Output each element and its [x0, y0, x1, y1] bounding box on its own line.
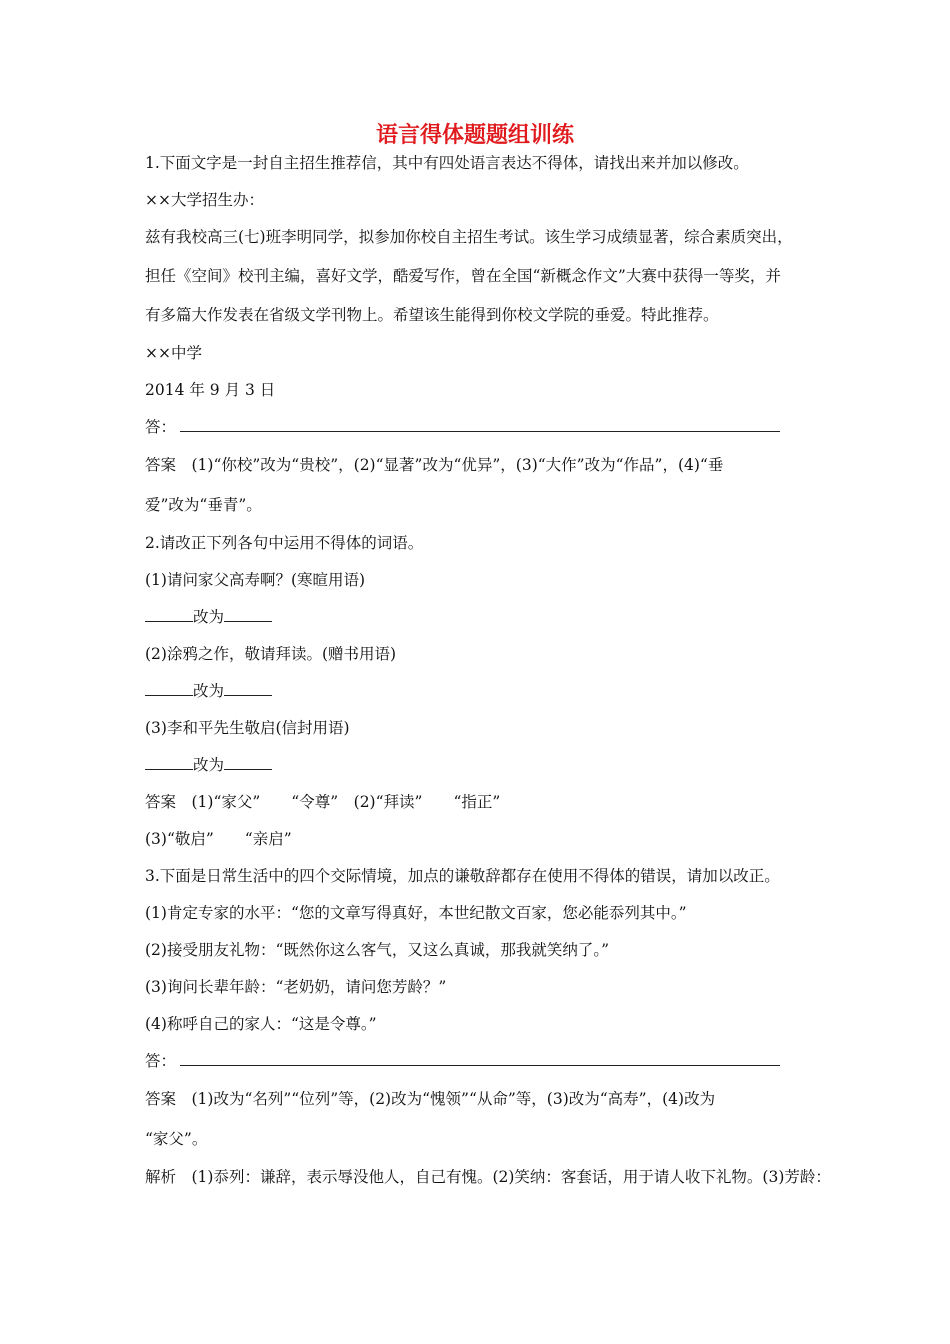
q1-answer-prompt: 答：	[145, 418, 177, 436]
q2-answer-line2: (3)“敬启” “亲启”	[145, 830, 292, 848]
q1-body-line3: 有多篇大作发表在省级文学刊物上。希望该生能得到你校文学院的垂爱。特此推荐。	[145, 306, 719, 324]
q3-item1: (1)肯定专家的水平：“您的文章写得真好，本世纪散文百家，您必能忝列其中。”	[145, 904, 687, 922]
q1-signature: ××中学	[145, 344, 202, 362]
change-word: 改为	[193, 608, 225, 626]
change-word: 改为	[193, 682, 225, 700]
q3-item2: (2)接受朋友礼物：“既然你这么客气，又这么真诚，那我就笑纳了。”	[145, 941, 610, 959]
q3-item4: (4)称呼自己的家人：“这是令尊。”	[145, 1015, 377, 1033]
q1-stem: 1.下面文字是一封自主招生推荐信，其中有四处语言表达不得体，请找出来并加以修改。	[145, 154, 749, 172]
q1-date: 2014 年 9 月 3 日	[145, 381, 276, 399]
q2-blank-row2	[145, 680, 815, 702]
blank	[224, 607, 272, 622]
q1-answer-line2: 爱”改为“垂青”。	[145, 496, 262, 514]
q1-body-line1: 兹有我校高三(七)班李明同学，拟参加你校自主招生考试。该生学习成绩显著，综合素质突出，	[145, 228, 793, 246]
page-title: 语言得体题题组训练	[375, 122, 574, 148]
q1-answer-field	[145, 416, 815, 438]
blank	[224, 755, 272, 770]
q1-answer-blank	[180, 417, 780, 432]
blank	[145, 755, 193, 770]
q1-body-line2: 担任《空间》校刊主编，喜好文学，酷爱写作，曾在全国“新概念作文”大赛中获得一等奖，并	[145, 267, 781, 285]
q2-item2: (2)涂鸦之作，敬请拜读。(赠书用语)	[145, 645, 397, 663]
q3-answer-blank	[180, 1051, 780, 1066]
q1-answer-line1: 答案 (1)“你校”改为“贵校”，(2)“显著”改为“优异”，(3)“大作”改为“作品”，(4)“垂	[145, 456, 724, 474]
q3-answer-line1: 答案 (1)改为“名列”“位列”等，(2)改为“愧领”“从命”等，(3)改为“高寿”，(4)改为	[145, 1090, 716, 1108]
q2-item3: (3)李和平先生敬启(信封用语)	[145, 719, 350, 737]
q3-answer-field	[145, 1050, 815, 1072]
q2-item1: (1)请问家父高寿啊？(寒暄用语)	[145, 571, 366, 589]
q1-salutation: ××大学招生办：	[145, 191, 264, 209]
change-word: 改为	[193, 756, 225, 774]
q2-stem: 2.请改正下列各句中运用不得体的词语。	[145, 534, 424, 552]
q3-stem: 3.下面是日常生活中的四个交际情境，加点的谦敬辞都存在使用不得体的错误，请加以改正。	[145, 867, 780, 885]
q2-answer-line1: 答案 (1)“家父” “令尊” (2)“拜读” “指正”	[145, 793, 501, 811]
q3-answer-line2: “家父”。	[145, 1130, 208, 1148]
q2-blank-row1	[145, 606, 815, 628]
q3-analysis-line1: 解析 (1)忝列：谦辞，表示辱没他人，自己有愧。(2)笑纳：客套话，用于请人收下礼物。(3)芳龄：	[145, 1168, 831, 1186]
q3-item3: (3)询问长辈年龄：“老奶奶，请问您芳龄？”	[145, 978, 447, 996]
blank	[224, 681, 272, 696]
q2-blank-row3	[145, 754, 815, 776]
blank	[145, 607, 193, 622]
q3-answer-prompt: 答：	[145, 1052, 177, 1070]
blank	[145, 681, 193, 696]
